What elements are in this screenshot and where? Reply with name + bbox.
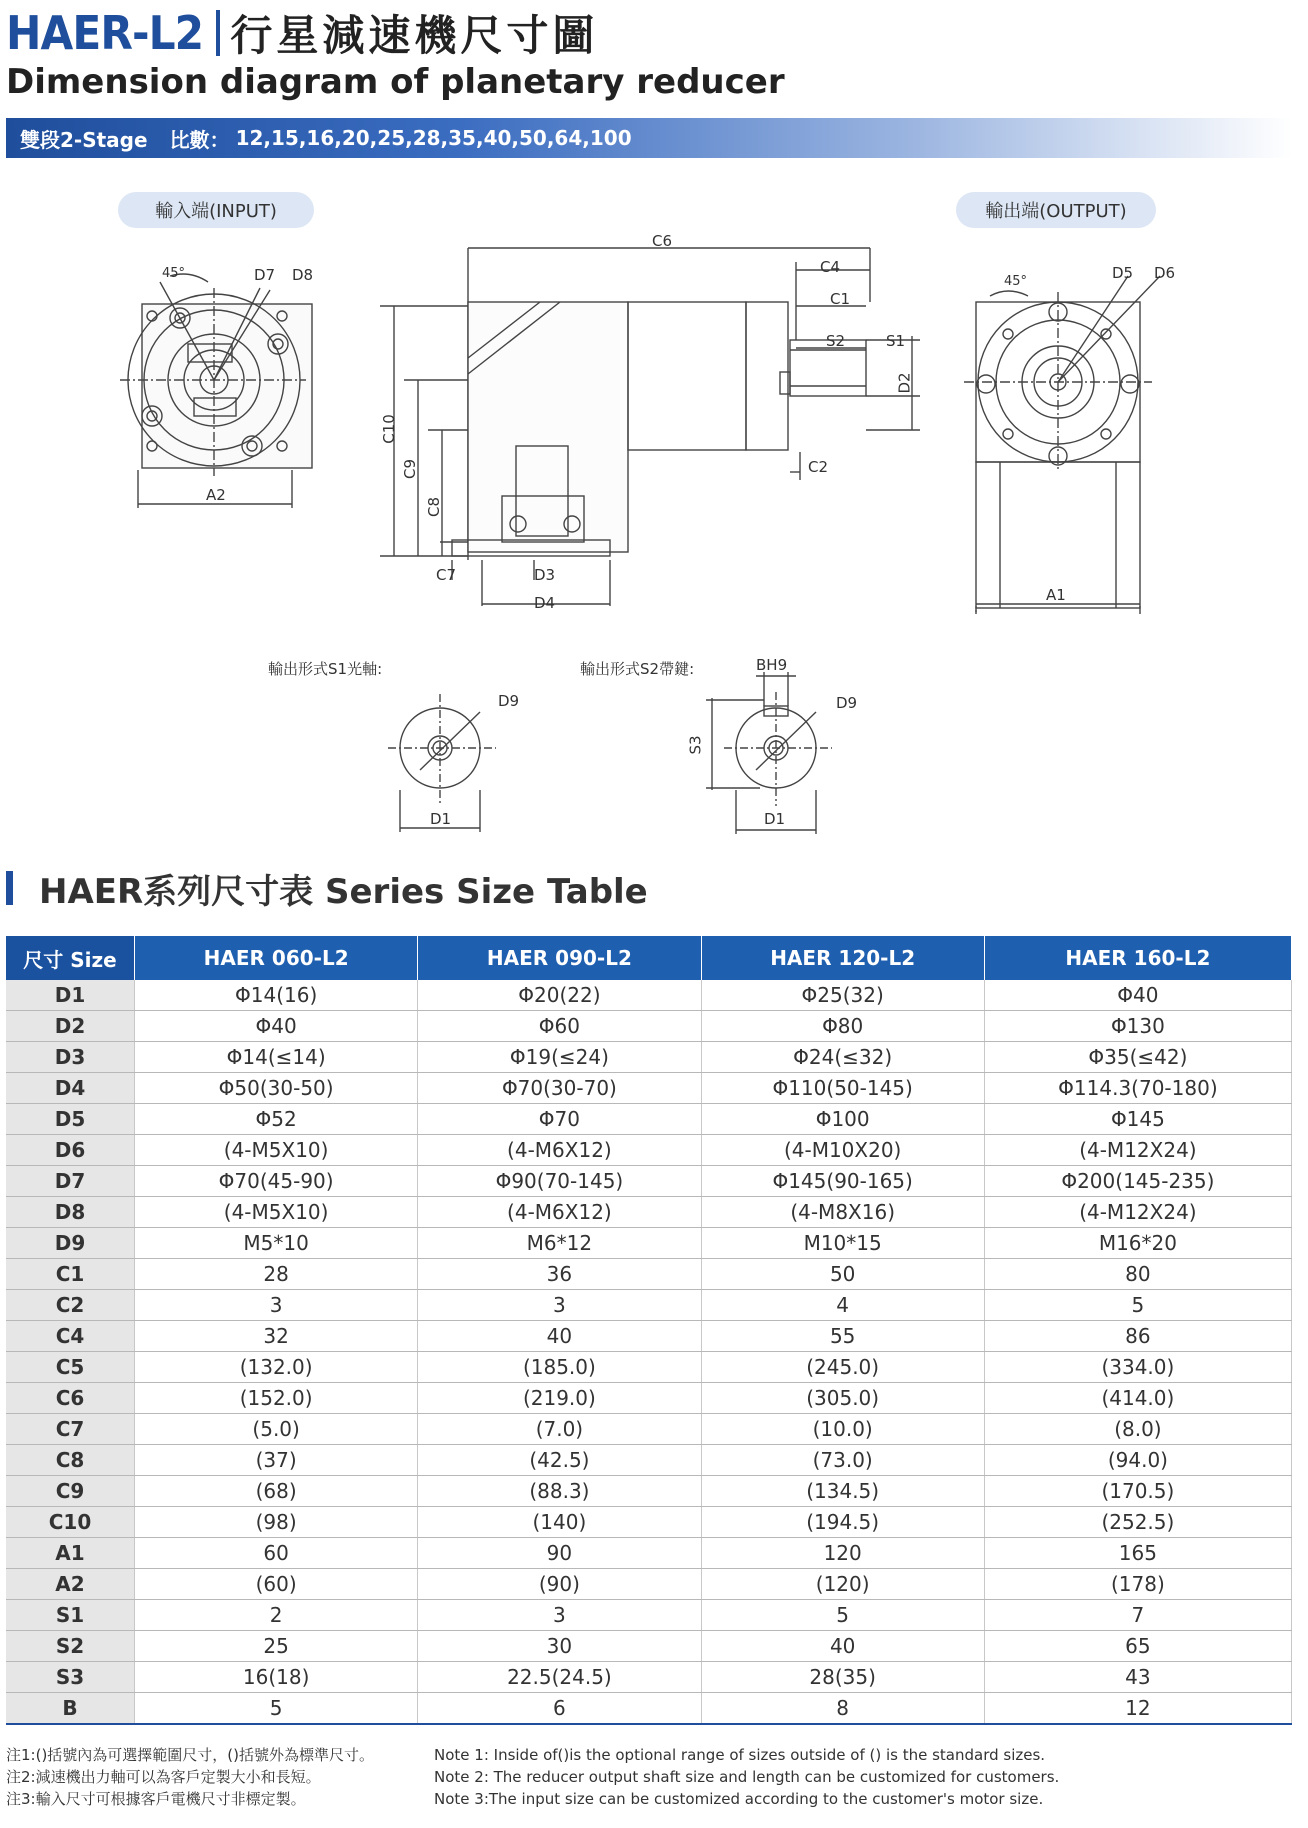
dim-label-s1: S1: [886, 332, 906, 350]
table-cell: 40: [701, 1631, 984, 1662]
dimension-drawing: [0, 0, 1308, 860]
table-cell: 60: [135, 1538, 418, 1569]
output-flange-view: [964, 276, 1160, 614]
table-row: [6, 1414, 1292, 1445]
table-cell: (140): [418, 1507, 701, 1538]
table-cell: 5: [701, 1600, 984, 1631]
dim-label-bh9: BH9: [756, 656, 788, 674]
table-row: [6, 1662, 1292, 1693]
table-row: [6, 1693, 1292, 1725]
table-cell: 90: [418, 1538, 701, 1569]
table-row-key: A1: [6, 1538, 135, 1569]
table-cell: Φ40: [135, 1011, 418, 1042]
table-cell: (37): [135, 1445, 418, 1476]
table-cell: Φ70(45-90): [135, 1166, 418, 1197]
table-row: [6, 1259, 1292, 1290]
table-cell: (152.0): [135, 1383, 418, 1414]
table-cell: (42.5): [418, 1445, 701, 1476]
table-cell: Φ40: [984, 980, 1291, 1011]
table-row: [6, 1445, 1292, 1476]
table-cell: Φ19(≤24): [418, 1042, 701, 1073]
header-090: HAER 090-L2: [418, 936, 701, 980]
table-cell: (4-M6X12): [418, 1197, 701, 1228]
dim-label-d1-s1: D1: [430, 810, 452, 828]
table-cell: (4-M8X16): [701, 1197, 984, 1228]
table-cell: Φ80: [701, 1011, 984, 1042]
dim-label-c10: C10: [379, 414, 398, 444]
table-cell: Φ90(70-145): [418, 1166, 701, 1197]
table-cell: 50: [701, 1259, 984, 1290]
dim-label-c7: C7: [436, 566, 457, 584]
table-header-row: [6, 936, 1292, 980]
dim-label-d9-s1: D9: [498, 692, 520, 710]
table-cell: 12: [984, 1693, 1291, 1725]
dim-label-d2: D2: [895, 372, 914, 394]
table-cell: M16*20: [984, 1228, 1291, 1259]
s1-output-label: 輸出形式S1光軸:: [268, 660, 383, 678]
table-cell: (245.0): [701, 1352, 984, 1383]
table-row: [6, 1600, 1292, 1631]
table-cell: 3: [135, 1290, 418, 1321]
section-title-bar: [6, 871, 13, 905]
table-cell: 6: [418, 1693, 701, 1725]
table-cell: Φ114.3(70-180): [984, 1073, 1291, 1104]
table-cell: (90): [418, 1569, 701, 1600]
table-cell: (334.0): [984, 1352, 1291, 1383]
table-cell: (4-M12X24): [984, 1197, 1291, 1228]
table-row: [6, 1228, 1292, 1259]
stage-label: 雙段2-Stage: [20, 127, 148, 152]
table-cell: Φ50(30-50): [135, 1073, 418, 1104]
angle-label-output: 45°: [1004, 274, 1028, 289]
table-cell: (8.0): [984, 1414, 1291, 1445]
table-cell: 86: [984, 1321, 1291, 1352]
table-row: [6, 1011, 1292, 1042]
notes-english: [434, 1744, 1059, 1810]
table-cell: (120): [701, 1569, 984, 1600]
dim-label-d3: D3: [534, 566, 556, 584]
dim-label-d5: D5: [1112, 264, 1134, 282]
table-row: [6, 1104, 1292, 1135]
table-cell: Φ110(50-145): [701, 1073, 984, 1104]
table-row-key: C5: [6, 1352, 135, 1383]
note-cn-1: 注1:()括號內為可選擇範圍尺寸，()括號外為標準尺寸。: [6, 1746, 375, 1764]
header-060: HAER 060-L2: [135, 936, 418, 980]
table-cell: Φ52: [135, 1104, 418, 1135]
dim-label-d8: D8: [292, 266, 314, 284]
table-row-key: D1: [6, 980, 135, 1011]
table-cell: (5.0): [135, 1414, 418, 1445]
note-en-1: Note 1: Inside of()is the optional range of sizes outside of () is the standard sizes.: [434, 1746, 1046, 1764]
notes-chinese: [6, 1744, 374, 1810]
section-title: [6, 866, 648, 910]
table-cell: M10*15: [701, 1228, 984, 1259]
table-row-key: C4: [6, 1321, 135, 1352]
table-cell: (252.5): [984, 1507, 1291, 1538]
table-cell: 165: [984, 1538, 1291, 1569]
table-cell: (98): [135, 1507, 418, 1538]
table-row: [6, 1042, 1292, 1073]
table-cell: Φ14(≤14): [135, 1042, 418, 1073]
note-cn-3: 注3:輸入尺寸可根據客戶電機尺寸非標定製。: [6, 1790, 306, 1808]
table-row-key: B: [6, 1693, 135, 1725]
table-cell: Φ70: [418, 1104, 701, 1135]
dim-label-c1: C1: [830, 290, 851, 308]
table-cell: Φ25(32): [701, 980, 984, 1011]
table-row: [6, 1166, 1292, 1197]
table-row-key: D5: [6, 1104, 135, 1135]
dim-label-s3: S3: [686, 735, 705, 755]
table-row: [6, 1383, 1292, 1414]
table-cell: Φ60: [418, 1011, 701, 1042]
table-row-key: C9: [6, 1476, 135, 1507]
dim-label-d1-s2: D1: [764, 810, 786, 828]
table-row-key: C6: [6, 1383, 135, 1414]
table-cell: (4-M10X20): [701, 1135, 984, 1166]
table-row: [6, 1290, 1292, 1321]
table-cell: 80: [984, 1259, 1291, 1290]
title-chinese: 行星減速機尺寸圖: [230, 11, 599, 60]
note-en-3: Note 3:The input size can be customized according to the customer's motor size.: [434, 1790, 1044, 1808]
table-body: [6, 980, 1292, 1724]
ratio-label: 比數：: [169, 127, 230, 152]
model-name: HAER-L2: [6, 6, 204, 60]
dim-label-c4: C4: [820, 258, 841, 276]
table-cell: Φ24(≤32): [701, 1042, 984, 1073]
table-row-key: C1: [6, 1259, 135, 1290]
table-row-key: C2: [6, 1290, 135, 1321]
table-cell: (194.5): [701, 1507, 984, 1538]
table-cell: 120: [701, 1538, 984, 1569]
table-cell: Φ70(30-70): [418, 1073, 701, 1104]
table-cell: Φ14(16): [135, 980, 418, 1011]
table-cell: Φ35(≤42): [984, 1042, 1291, 1073]
table-cell: Φ200(145-235): [984, 1166, 1291, 1197]
table-cell: 8: [701, 1693, 984, 1725]
table-cell: 28(35): [701, 1662, 984, 1693]
table-cell: M5*10: [135, 1228, 418, 1259]
table-row: [6, 1321, 1292, 1352]
table-row: [6, 1507, 1292, 1538]
input-label: 輸入端(INPUT): [118, 192, 314, 228]
table-cell: (305.0): [701, 1383, 984, 1414]
table-row-key: D2: [6, 1011, 135, 1042]
table-cell: (185.0): [418, 1352, 701, 1383]
table-cell: Φ145(90-165): [701, 1166, 984, 1197]
table-row-key: D3: [6, 1042, 135, 1073]
table-cell: 5: [135, 1693, 418, 1725]
table-cell: 32: [135, 1321, 418, 1352]
table-cell: 28: [135, 1259, 418, 1290]
table-cell: 16(18): [135, 1662, 418, 1693]
table-row-key: D7: [6, 1166, 135, 1197]
table-cell: Φ100: [701, 1104, 984, 1135]
table-row-key: S1: [6, 1600, 135, 1631]
dim-label-c9: C9: [401, 458, 420, 480]
table-cell: M6*12: [418, 1228, 701, 1259]
table-cell: Φ20(22): [418, 980, 701, 1011]
table-cell: 5: [984, 1290, 1291, 1321]
header-size: 尺寸 Size: [6, 936, 135, 980]
table-cell: 7: [984, 1600, 1291, 1631]
table-cell: (4-M6X12): [418, 1135, 701, 1166]
table-row-key: D4: [6, 1073, 135, 1104]
table-row: [6, 1352, 1292, 1383]
table-row: [6, 1538, 1292, 1569]
table-row-key: D9: [6, 1228, 135, 1259]
dim-label-c8: C8: [425, 496, 444, 518]
table-cell: (4-M12X24): [984, 1135, 1291, 1166]
table-row-key: D6: [6, 1135, 135, 1166]
table-cell: Φ145: [984, 1104, 1291, 1135]
note-en-2: Note 2: The reducer output shaft size and length can be customized for customers.: [434, 1768, 1060, 1786]
dim-label-a1: A1: [1046, 586, 1066, 604]
angle-label-input: 45°: [162, 266, 186, 281]
input-flange-view: [120, 274, 312, 508]
table-cell: (73.0): [701, 1445, 984, 1476]
table-cell: 55: [701, 1321, 984, 1352]
s2-output-label: 輸出形式S2帶鍵:: [580, 660, 695, 678]
dim-label-d7: D7: [254, 266, 276, 284]
table-row: [6, 1476, 1292, 1507]
table-cell: (7.0): [418, 1414, 701, 1445]
table-cell: Φ130: [984, 1011, 1291, 1042]
table-cell: 4: [701, 1290, 984, 1321]
table-row: [6, 1073, 1292, 1104]
table-row-key: C8: [6, 1445, 135, 1476]
table-cell: 43: [984, 1662, 1291, 1693]
header-160: HAER 160-L2: [984, 936, 1291, 980]
table-cell: (4-M5X10): [135, 1135, 418, 1166]
header-120: HAER 120-L2: [701, 936, 984, 980]
dim-label-c2: C2: [808, 458, 829, 476]
dim-label-c6: C6: [652, 232, 673, 250]
table-cell: (4-M5X10): [135, 1197, 418, 1228]
output-label: 輸出端(OUTPUT): [956, 192, 1156, 228]
table-cell: 30: [418, 1631, 701, 1662]
table-row-key: S2: [6, 1631, 135, 1662]
title-english: Dimension diagram of planetary reducer: [6, 62, 785, 102]
table-cell: 65: [984, 1631, 1291, 1662]
table-cell: 22.5(24.5): [418, 1662, 701, 1693]
table-row: [6, 1197, 1292, 1228]
table-row-key: C10: [6, 1507, 135, 1538]
table-row: [6, 980, 1292, 1011]
table-row: [6, 1631, 1292, 1662]
dim-label-d6: D6: [1154, 264, 1176, 282]
note-cn-2: 注2:減速機出力軸可以為客戶定製大小和長短。: [6, 1768, 321, 1786]
table-cell: 25: [135, 1631, 418, 1662]
table-cell: (68): [135, 1476, 418, 1507]
table-cell: (10.0): [701, 1414, 984, 1445]
table-cell: (132.0): [135, 1352, 418, 1383]
table-cell: 40: [418, 1321, 701, 1352]
table-cell: (60): [135, 1569, 418, 1600]
section-title-text: HAER系列尺寸表 Series Size Table: [39, 871, 648, 912]
table-row-key: C7: [6, 1414, 135, 1445]
series-size-table: [6, 936, 1292, 1725]
table-cell: 2: [135, 1600, 418, 1631]
table-row: [6, 1135, 1292, 1166]
table-cell: (94.0): [984, 1445, 1291, 1476]
table-row: [6, 1569, 1292, 1600]
dim-label-d9-s2: D9: [836, 694, 858, 712]
table-row-key: D8: [6, 1197, 135, 1228]
ratio-values: 12,15,16,20,25,28,35,40,50,64,100: [235, 126, 632, 150]
dim-label-s2: S2: [826, 332, 846, 350]
table-cell: (134.5): [701, 1476, 984, 1507]
dim-label-d4: D4: [534, 594, 556, 612]
table-cell: 3: [418, 1290, 701, 1321]
table-cell: (219.0): [418, 1383, 701, 1414]
table-cell: (414.0): [984, 1383, 1291, 1414]
table-cell: (88.3): [418, 1476, 701, 1507]
table-row-key: S3: [6, 1662, 135, 1693]
table-cell: (178): [984, 1569, 1291, 1600]
dim-label-a2: A2: [206, 486, 226, 504]
table-cell: 36: [418, 1259, 701, 1290]
table-cell: 3: [418, 1600, 701, 1631]
table-cell: (170.5): [984, 1476, 1291, 1507]
table-row-key: A2: [6, 1569, 135, 1600]
